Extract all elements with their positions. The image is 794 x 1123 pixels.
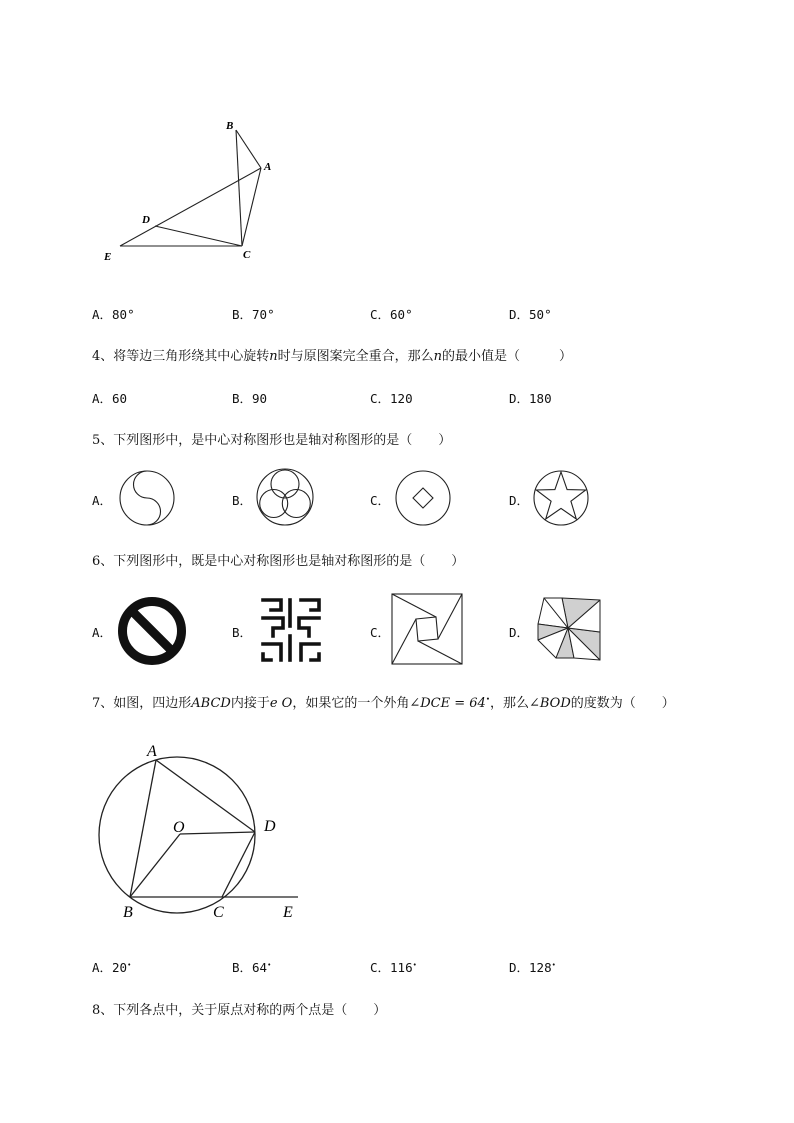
q7-label-d: D [264,818,276,835]
q7-label-e: E [283,904,293,921]
q7-label-c: C [213,904,224,921]
q4-option-d[interactable]: D．180 [509,391,552,406]
q8-question: 8、下列各点中，关于原点对称的两个点是（ ） [92,1003,387,1018]
q7-option-d[interactable]: D．128• [509,960,556,975]
q7-label-b: B [123,904,133,921]
q5-figure-c-coin-icon[interactable] [394,469,454,529]
q3-option-b[interactable]: B．70° [232,307,275,322]
q5-option-a-label[interactable]: A． [92,493,113,508]
q3-label-c: C [243,249,251,261]
q5-option-b-label[interactable]: B． [232,493,253,508]
q5-question: 5、下列图形中，是中心对称图形也是轴对称图形的是（ ） [92,433,452,448]
q3-option-a[interactable]: A．80° [92,307,135,322]
q5-option-c-label[interactable]: C． [370,493,391,508]
q4-question: 4、将等边三角形绕其中心旋转n时与原图案完全重合，那么n的最小值是（ ） [92,349,573,364]
q7-option-a[interactable]: A．20• [92,960,132,975]
q4-option-b[interactable]: B．90 [232,391,268,406]
q6-option-c-label[interactable]: C． [370,625,391,640]
q7-circle-figure [0,730,794,960]
q6-option-d-label[interactable]: D． [509,625,530,640]
q6-figure-a-prohibited-icon[interactable] [116,595,188,667]
q7-question: 7、如图，四边形ABCD内接于e O，如果它的一个外角∠DCE = 64•，那么∠BOD的度数为（ ） [92,695,675,711]
q6-option-a-label[interactable]: A． [92,625,113,640]
q6-figure-d-windmill-icon[interactable] [534,596,606,664]
q6-figure-b-fret-pattern-icon[interactable] [259,596,323,664]
q7-label-a: A [147,743,157,760]
q7-label-o: O [173,819,185,836]
q4-option-c[interactable]: C．120 [370,391,413,406]
q5-figure-d-star-icon[interactable] [532,469,592,529]
q5-option-d-label[interactable]: D． [509,493,530,508]
q5-figure-b-trefoil-icon[interactable] [256,468,316,528]
q7-option-b[interactable]: B．64• [232,960,272,975]
q3-label-d: D [142,214,150,226]
q7-option-c[interactable]: C．116• [370,960,417,975]
q3-label-e: E [104,251,112,263]
q6-option-b-label[interactable]: B． [232,625,253,640]
q3-option-d[interactable]: D．50° [509,307,552,322]
q3-triangle-figure [0,0,794,300]
q6-question: 6、下列图形中，既是中心对称图形也是轴对称图形的是（ ） [92,554,465,569]
q3-label-b: B [226,120,234,132]
q6-figure-c-square-pinwheel-icon[interactable] [391,593,463,665]
q3-label-a: A [264,161,272,173]
q3-option-c[interactable]: C．60° [370,307,413,322]
q4-option-a[interactable]: A．60 [92,391,128,406]
q5-figure-a-yinyang-icon[interactable] [118,469,178,529]
